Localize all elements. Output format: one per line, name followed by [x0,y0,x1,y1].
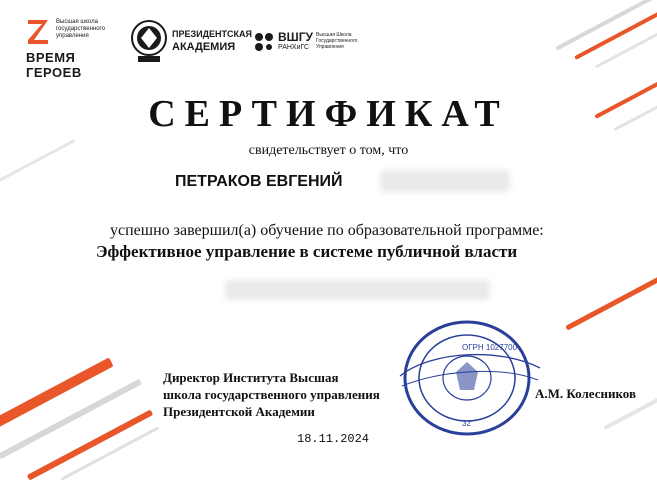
official-stamp [392,320,542,436]
issue-date: 18.11.2024 [297,432,370,446]
logo-vremya-geroev [24,16,124,80]
academy-line1: ПРЕЗИДЕНТСКАЯ [172,29,252,39]
decor-stripe [27,409,153,480]
completed-text: успешно завершил(а) обучение по образовательной программе: [110,222,544,239]
decor-stripe [565,274,657,330]
logo-presidential-academy [130,12,252,68]
redacted-name-block [380,170,510,192]
vshgu-sub: РАНХиГС [278,44,310,51]
vshgu-dots-icon [254,32,274,52]
position-line2: школа государственного управления [163,387,380,402]
signatory-position [163,369,380,420]
academy-line2: АКАДЕМИЯ [172,41,236,53]
heroes-name: ВРЕМЯ ГЕРОЕВ [26,50,82,80]
position-line1: Директор Института Высшая [163,370,339,385]
stamp-ogrn: ОГРН 1027700 [462,343,518,352]
recipient-name: ПЕТРАКОВ ЕВГЕНИЙ [175,173,343,190]
program-name: Эффективное управление в системе публичной власти [96,242,518,261]
heroes-school-caption: Высшая школа государственного управления [56,19,105,39]
logo-vshgu [254,28,369,58]
signer-name: А.М. Колесников [535,386,637,401]
stamp-number: 32 [462,419,471,428]
redacted-hours-block [225,280,490,300]
academy-emblem-icon [130,14,168,66]
position-line3: Президентской Академии [163,404,315,419]
vshgu-abbr: ВШГУ [278,30,313,44]
z-icon [26,18,50,46]
vshgu-full: Высшая Школа Государственного Управления [316,32,358,50]
certificate-title: СЕРТИФИКАТ [148,93,509,135]
certificate-subtitle: свидетельствует о том, что [248,143,409,158]
